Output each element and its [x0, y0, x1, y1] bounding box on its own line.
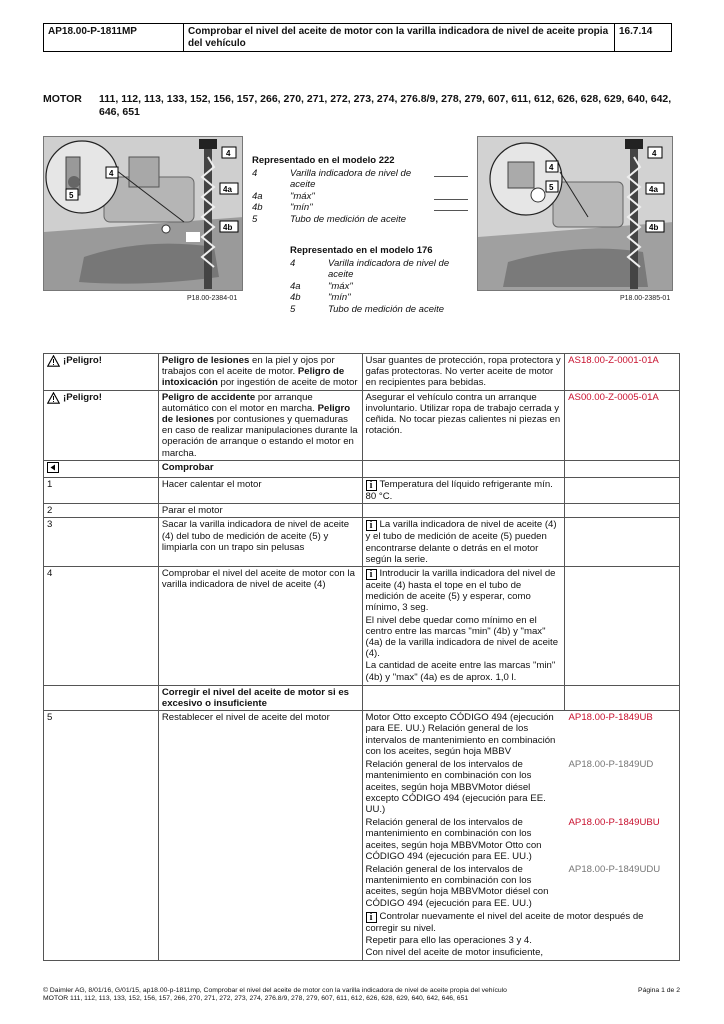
info-icon: i	[366, 912, 377, 923]
figure-model-176	[477, 136, 673, 291]
doc-title: Comprobar el nivel del aceite de motor con la varilla indicadora de nivel de aceite propia del vehículo	[184, 24, 615, 51]
procedure-icon	[47, 462, 59, 473]
table-row-step-4	[44, 567, 680, 686]
step-5-ref-link[interactable]: AP18.00-P-1849UDU	[568, 863, 661, 875]
danger-1-description: Peligro de lesiones en la piel y ojos por trabajos con el aceite de motor. Peligro de intoxicación por ingestión de aceite de motor	[158, 354, 362, 391]
table-row-danger-2	[44, 390, 680, 460]
fig-right-label-4b: 4b	[649, 223, 659, 232]
table-row-step-2	[44, 504, 680, 518]
fig-right-label-4a: 4a	[649, 185, 658, 194]
fig-left-label-4a: 4a	[223, 185, 232, 194]
document-header	[43, 23, 672, 52]
step-number: 5	[44, 711, 159, 961]
info-icon: i	[366, 480, 377, 491]
engine-illustration-right	[478, 137, 673, 291]
engine-illustration-left	[44, 137, 243, 291]
step-5-ref-link[interactable]: AP18.00-P-1849UBU	[568, 817, 660, 829]
legend-176-title: Representado en el modelo 176	[290, 245, 433, 256]
step-text: Restablecer el nivel de aceite del motor	[158, 711, 362, 961]
step-5-row-text: Relación general de los intervalos de mantenimiento en combinación con los aceites, según hoja MBBVMotor diésel con CÓDIGO 494 (ejecución para EE. UU.)	[365, 863, 549, 909]
step-text: Comprobar el nivel del aceite de motor con la varilla indicadora de nivel de aceite (4)	[158, 567, 362, 686]
danger-2-action: Asegurar el vehículo contra un arranque involuntario. Utilizar ropa de trabajo cerrada y ceñida. No tocar piezas calientes ni piezas en rotación.	[362, 390, 565, 460]
danger-1-action: Usar guantes de protección, ropa protectora y gafas protectoras. No verter aceite de motor en recipientes para bebidas.	[362, 354, 565, 391]
footer-motor-list: MOTOR 111, 112, 113, 133, 152, 156, 157, 266, 270, 271, 272, 273, 274, 276.8/9, 278, 279, 607, 611, 612, 626, 628, 629, 640, 642, 646, 651	[43, 995, 469, 1003]
fig-right-label-5: 5	[549, 183, 554, 192]
danger-1-ref-link[interactable]: AS18.00-Z-0001-01A	[568, 355, 659, 366]
danger-2-description: Peligro de accidente por arranque automático con el motor en marcha. Peligro de lesiones por contusiones y quemaduras en caso de realizar manipulaciones durante la operación de arranque o estando el motor en marcha.	[158, 390, 362, 460]
danger-2-ref-link[interactable]: AS00.00-Z-0005-01A	[568, 391, 659, 403]
step-number: 1	[44, 478, 159, 504]
legend-176-item: 4a "máx"	[290, 280, 353, 292]
doc-date: 16.7.14	[619, 26, 653, 37]
step-5-subtable	[363, 711, 679, 960]
fig-right-label-4-zoom: 4	[549, 163, 554, 172]
motor-label: MOTOR	[43, 93, 82, 105]
step-note: La varilla indicadora de nivel de aceite (4) y el tubo de medición de aceite (5) pueden encontrarse delante o detrás en el motor según la serie.	[365, 519, 557, 565]
step-note: Repetir para ello las operaciones 3 y 4.	[365, 934, 532, 946]
section-check-title: Comprobar	[158, 460, 362, 477]
step-5-ref-link[interactable]: AP18.00-P-1849UD	[568, 759, 654, 771]
procedure-table	[43, 353, 680, 961]
info-icon: i	[366, 520, 377, 531]
fig-left-label-4-zoom: 4	[109, 169, 114, 178]
page-footer	[43, 987, 680, 1003]
motor-applicability	[43, 93, 683, 119]
table-row-section-check	[44, 460, 680, 477]
figure-right-caption: P18.00-2385-01	[620, 295, 671, 302]
legend-model-176	[290, 245, 460, 315]
step-note: Temperatura del líquido refrigerante mín. 80 °C.	[365, 479, 553, 503]
section-correct-title: Corregir el nivel del aceite de motor si es excesivo o insuficiente	[158, 685, 362, 710]
warning-icon	[47, 355, 60, 367]
legend-222-item: 4b "mín"	[252, 202, 468, 214]
table-row-step-1	[44, 478, 680, 504]
fig-left-label-4b: 4b	[223, 223, 233, 232]
step-note: Con nivel del aceite de motor insuficiente,	[365, 947, 544, 959]
table-row-danger-1	[44, 354, 680, 391]
step-note: El nivel debe quedar como mínimo en el centro entre las marcas "min" (4b) y "max" (4a) de la varilla indicadora de nivel de aceite (4).	[365, 614, 559, 660]
legend-176-item: 5 Tubo de medición de aceite	[290, 303, 445, 315]
table-row-step-5	[44, 711, 680, 961]
step-note: Introducir la varilla indicadora del nivel de aceite (4) hasta el tope en el tubo de medición de aceite (5) y esperar, como mínimo, 3 seg.	[365, 568, 556, 614]
step-text: Hacer calentar el motor	[158, 478, 362, 504]
page-number: Página 1 de 2	[638, 987, 680, 994]
step-5-row-text: Relación general de los intervalos de mantenimiento en combinación con los aceites, según hoja MBBVMotor Otto con CÓDIGO 494 (ejecución para EE. UU.)	[365, 817, 542, 862]
table-row-step-3	[44, 518, 680, 567]
table-row-section-correct	[44, 685, 680, 710]
step-text: Parar el motor	[158, 504, 362, 518]
fig-left-label-5: 5	[69, 191, 74, 200]
warning-icon	[47, 392, 60, 404]
danger-label: ¡Peligro!	[47, 355, 155, 367]
motor-list: 111, 112, 113, 133, 152, 156, 157, 266, 270, 271, 272, 273, 274, 276.8/9, 278, 279, 607, 611, 612, 626, 628, 629, 640, 642, 646, 651	[99, 93, 672, 118]
step-number: 3	[44, 518, 159, 567]
step-5-ref-link[interactable]: AP18.00-P-1849UB	[568, 712, 653, 724]
step-note: Controlar nuevamente el nivel del aceite de motor después de corregir su nivel.	[365, 910, 644, 934]
info-icon: i	[366, 569, 377, 580]
legend-176-item: 4 Varilla indicadora de nivel de aceite	[290, 257, 450, 280]
legend-222-title: Representado en el modelo 222	[252, 155, 395, 166]
step-5-row-text: Motor Otto excepto CÓDIGO 494 (ejecución para EE. UU.) Relación general de los intervalos de mantenimiento en combinación con los aceites, según hoja MBBV	[365, 712, 556, 757]
fig-left-label-4: 4	[226, 149, 231, 158]
footer-copyright: © Daimler AG, 8/01/16, G/01/15, ap18.00-p-1811mp, Comprobar el nivel del aceite de motor con la varilla indicadora de nivel de aceite propia del vehículo	[43, 987, 507, 994]
step-5-row-text: Relación general de los intervalos de mantenimiento en combinación con los aceites, según hoja MBBVMotor diésel excepto CÓDIGO 494 (ejecución para EE. UU.)	[365, 759, 546, 815]
step-number: 2	[44, 504, 159, 518]
doc-id: AP18.00-P-1811MP	[44, 24, 184, 51]
legend-222-item: 4 Varilla indicadora de nivel de aceite	[252, 168, 468, 191]
legend-222-item: 5 Tubo de medición de aceite	[252, 213, 407, 225]
figure-left-caption: P18.00-2384-01	[187, 295, 238, 302]
fig-right-label-4: 4	[652, 149, 657, 158]
danger-label: ¡Peligro!	[47, 392, 155, 404]
legend-222-item: 4a "máx"	[252, 191, 468, 203]
step-number: 4	[44, 567, 159, 686]
step-text: Sacar la varilla indicadora de nivel de aceite (4) del tubo de medición de aceite (5) y limpiarla con un trapo sin pelusas	[158, 518, 362, 567]
legend-model-222	[252, 155, 468, 225]
legend-176-item: 4b "mín"	[290, 292, 351, 303]
step-note: La cantidad de aceite entre las marcas "min" (4b) y "max" (4a) es de aprox. 1,0 l.	[365, 660, 556, 683]
figure-model-222	[43, 136, 243, 291]
